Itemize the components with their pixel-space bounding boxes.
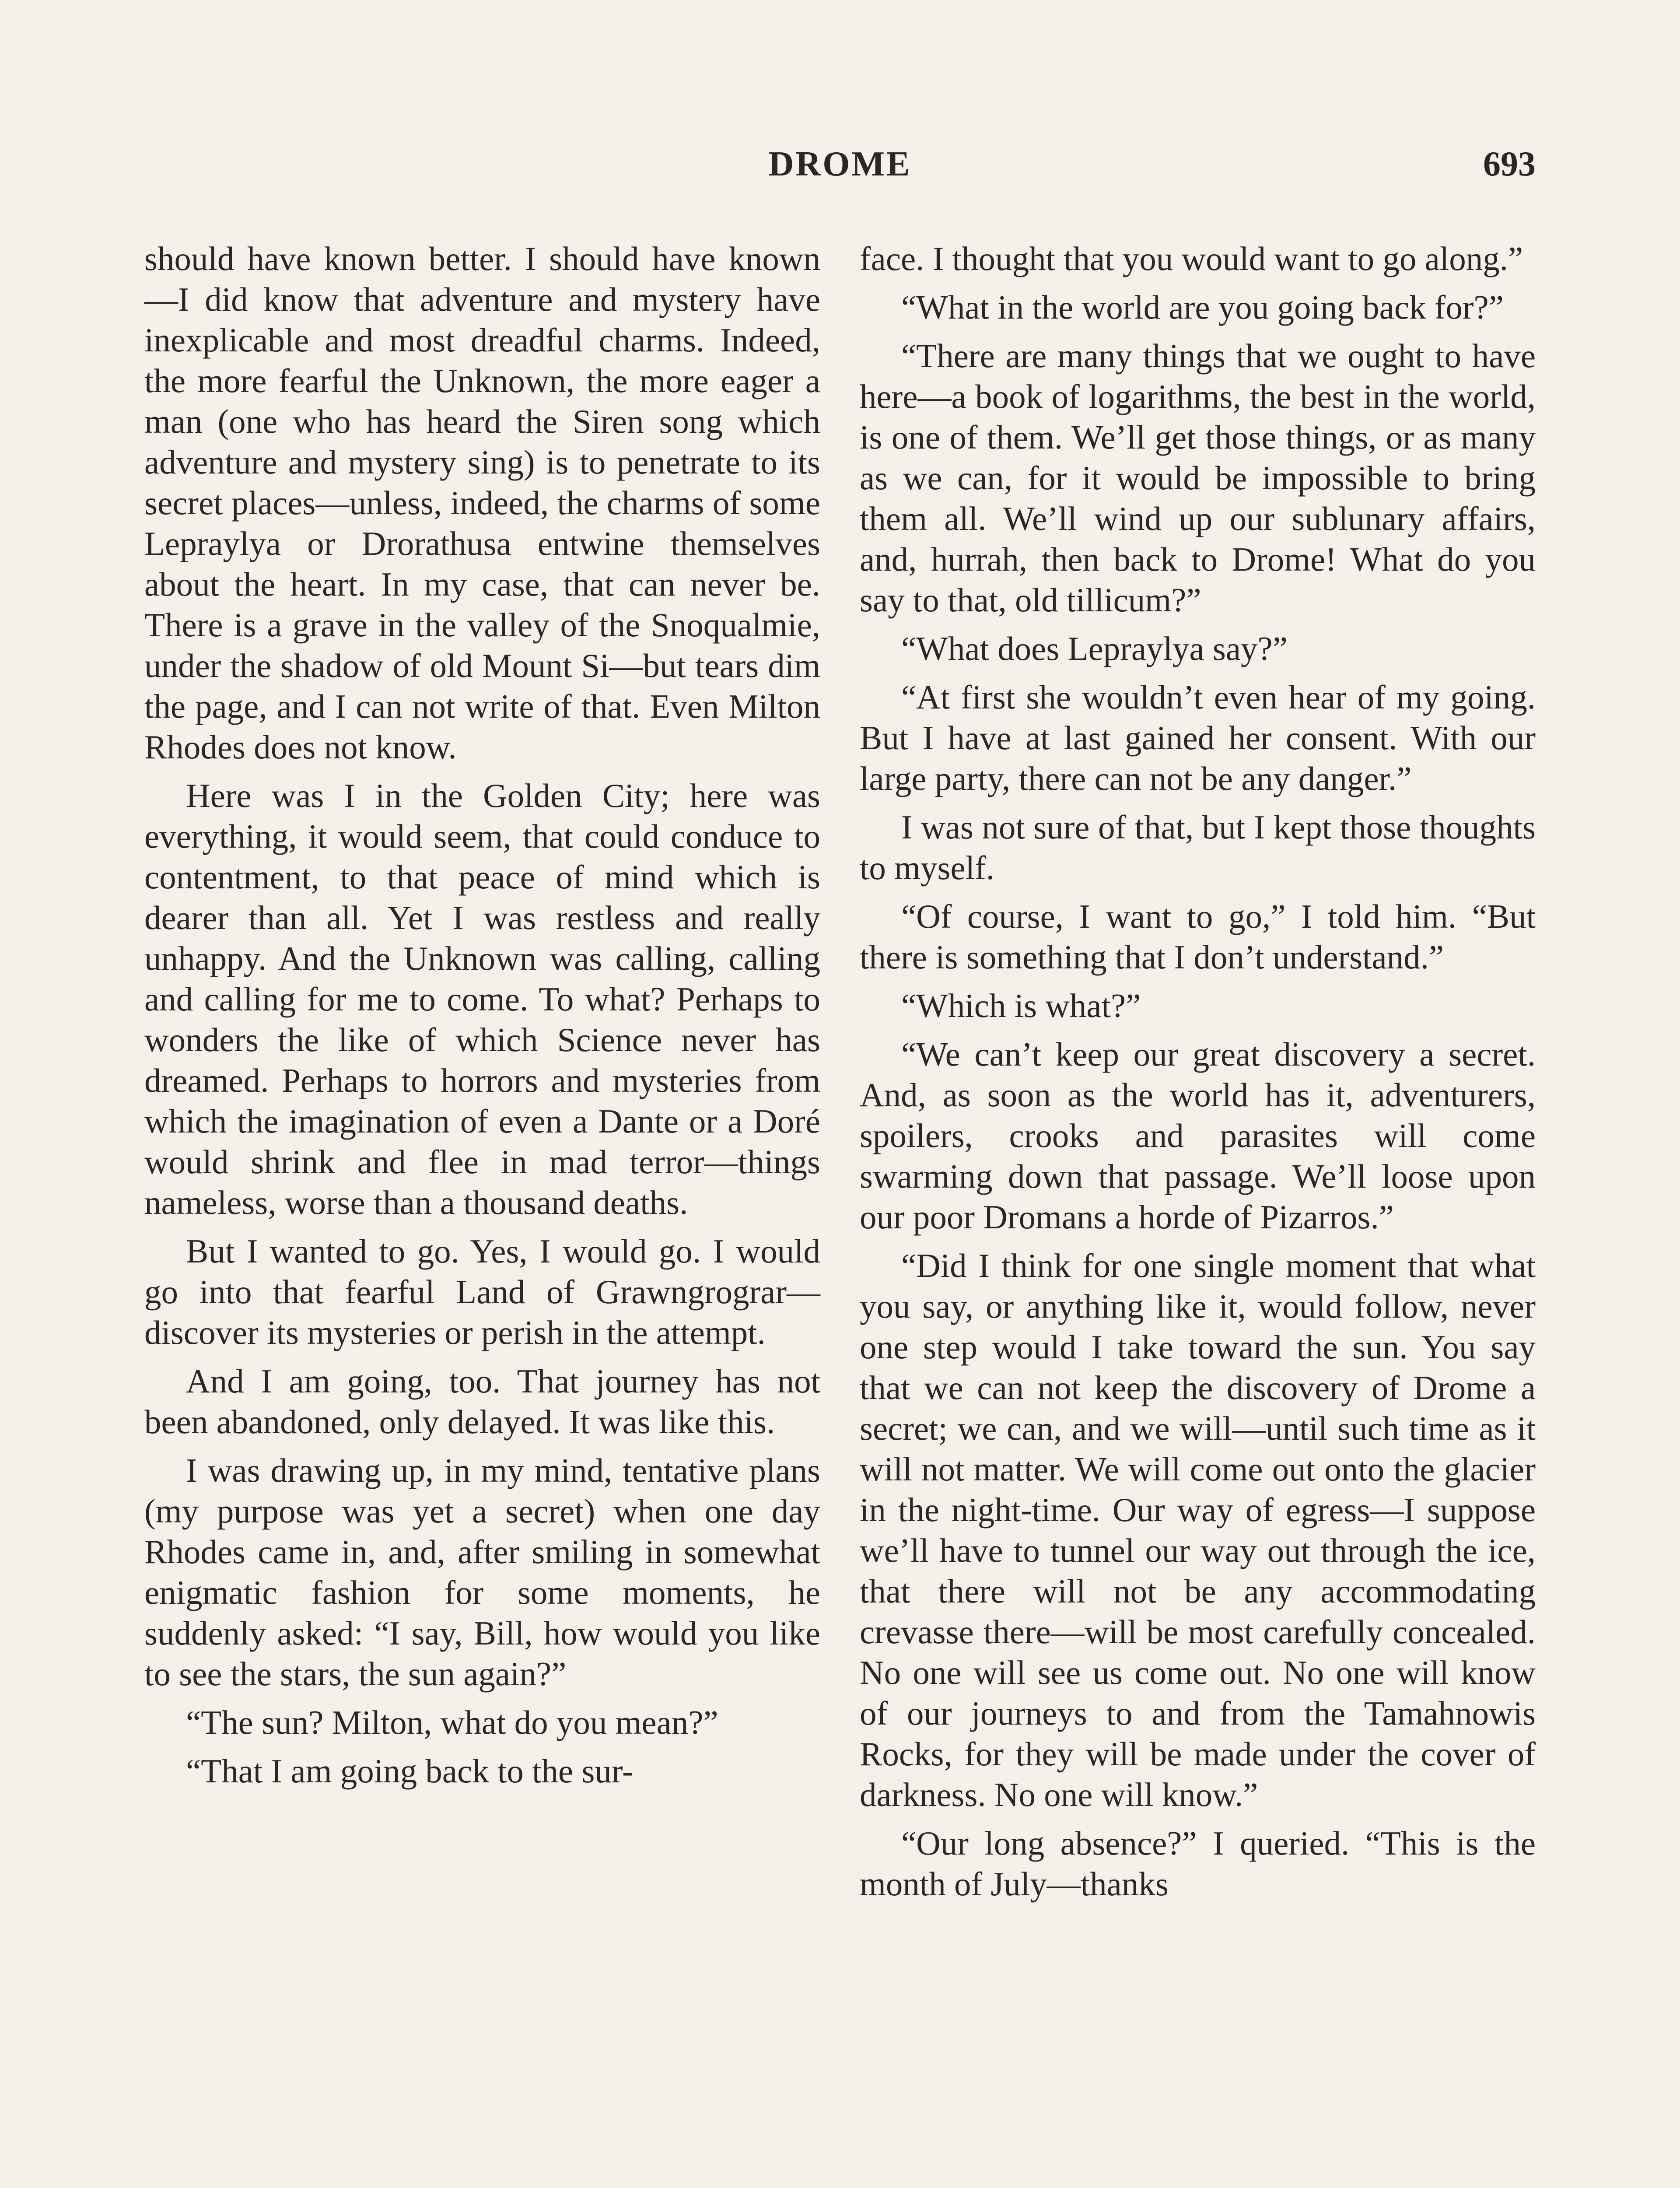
running-header xyxy=(144,144,1536,201)
paragraph: But I wanted to go. Yes, I would go. I would go into that fearful Land of Grawngrograr—discover its mysteries or perish in the attempt. xyxy=(144,1232,820,1351)
paragraph: “What in the world are you going back for?” xyxy=(901,288,1504,326)
paragraph: “There are many things that we ought to have here—a book of logarithms, the best in the world, is one of them. We’ll get those things, or as many as we can, for it would be impossible to bring them all. We’ll wind up our sublunary affairs, and, hurrah, then back to Drome! What do you say to that, old tillicum?” xyxy=(860,337,1536,619)
paragraph: “At first she wouldn’t even hear of my going. But I have at last gained her consent. With our large party, there can not be any danger.” xyxy=(860,678,1536,797)
paragraph: “Of course, I want to go,” I told him. “But there is something that I don’t understand.” xyxy=(860,898,1536,976)
paragraph: I was not sure of that, but I kept those thoughts to myself. xyxy=(860,808,1536,887)
page-number: 693 xyxy=(1483,145,1536,183)
paragraph: I was drawing up, in my mind, tentative plans (my purpose was yet a secret) when one day Rhodes came in, and, after smiling in somewhat enigmatic fashion for some moments, he suddenly asked: “I say, Bill, how would you like to see the stars, the sun again?” xyxy=(144,1452,820,1693)
left-column xyxy=(144,238,820,1799)
paragraph: And I am going, too. That journey has not been abandoned, only delayed. It was like this. xyxy=(144,1362,820,1441)
running-title: DROME xyxy=(768,145,912,183)
right-column xyxy=(860,238,1536,1912)
paragraph: should have known better. I should have known—I did know that adventure and mystery have inexplicable and most dreadful charms. Indeed, the more fearful the Unknown, the more eager a man (one who has heard the Siren song which adventure and mystery sing) is to penetrate to its secret places—unless, indeed, the charms of some Lepraylya or Drorathusa entwine themselves about the heart. In my case, that can never be. There is a grave in the valley of the Snoqualmie, under the shadow of old Mount Si—but tears dim the page, and I can not write of that. Even Milton Rhodes does not know. xyxy=(144,240,820,766)
paragraph: face. I thought that you would want to go along.” xyxy=(860,240,1523,277)
paragraph: “What does Lepraylya say?” xyxy=(901,630,1288,667)
paragraph: “We can’t keep our great discovery a secret. And, as soon as the world has it, adventurers, spoilers, crooks and parasites will come swarming down that passage. We’ll loose upon our poor Dromans a horde of Pizarros.” xyxy=(860,1035,1536,1236)
paragraph: “The sun? Milton, what do you mean?” xyxy=(186,1704,718,1741)
paragraph: “Did I think for one single moment that what you say, or anything like it, would follow, never one step would I take toward the sun. You say that we can not keep the discovery of Drome a secret; we can, and we will—until such time as it will not matter. We will come out onto the glacier in the night-time. Our way of egress—I suppose we’ll have to tunnel our way out through the ice, that there will not be any accommodating crevasse there—will be most carefully concealed. No one will see us come out. No one will know of our journeys to and from the Tamahnowis Rocks, for they will be made under the cover of darkness. No one will know.” xyxy=(860,1247,1536,1813)
paragraph: Here was I in the Golden City; here was everything, it would seem, that could conduce to contentment, to that peace of mind which is dearer than all. Yet I was restless and really unhappy. And the Unknown was calling, calling and calling for me to come. To what? Perhaps to wonders the like of which Science never has dreamed. Perhaps to horrors and mysteries from which the imagination of even a Dante or a Doré would shrink and flee in mad terror—things nameless, worse than a thousand deaths. xyxy=(144,777,820,1221)
paragraph: “Which is what?” xyxy=(901,987,1141,1024)
paragraph: “Our long absence?” I queried. “This is the month of July—thanks xyxy=(860,1824,1536,1903)
paragraph: “That I am going back to the sur- xyxy=(186,1752,634,1790)
